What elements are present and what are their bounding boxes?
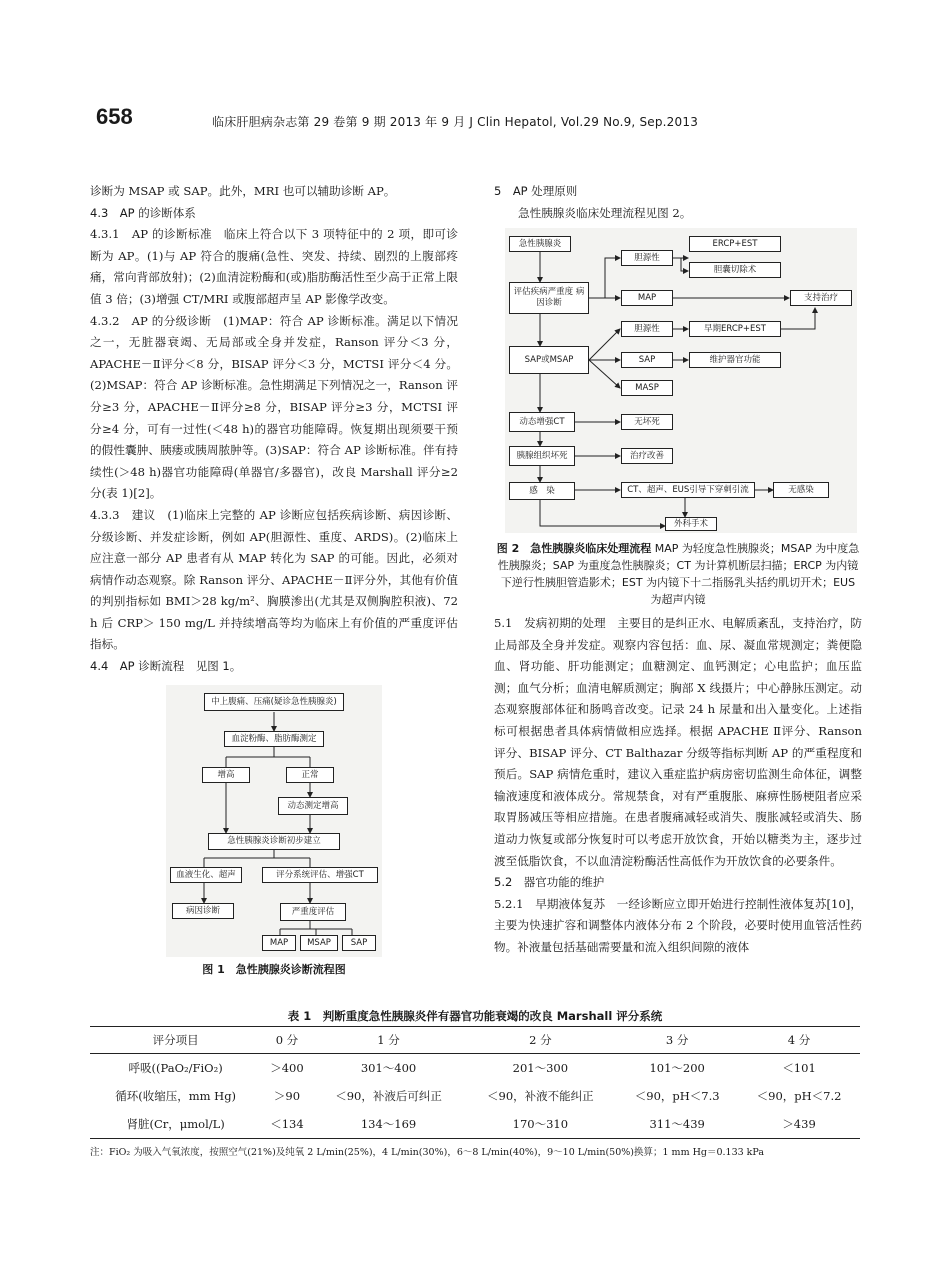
paragraph: 4.3.2 AP 的分级诊断 (1)MAP：符合 AP 诊断标准。满足以下情况之一，无脏器衰竭、无局部或全身并发症，Ranson 评分＜3 分，APACHE－Ⅱ评分＜8 分，BISAP 评分＜3 分，MCTSI 评分＜4 分。(2)MSAP：符合 AP 诊断标准。急性期满足下列情况之一，Ranson 评分≥3 分，APACHE－Ⅱ评分≥8 分，BISAP 评分≥3 分，MCTSI 评分≥4 分，可有一过性(＜48 h)的器官功能障碍。恢复期出现须要干预的假性囊肿、胰瘘或胰周脓肿等。(3)SAP：符合 AP 诊断标准。伴有持续性(＞48 h)器官功能障碍(单器官/多器官)，改良 Marshall 评分≥2 分(表 1)[2]。: [90, 313, 458, 501]
table-1-title: 表 1 判断重度急性胰腺炎伴有器官功能衰竭的改良 Marshall 评分系统: [287, 1009, 663, 1023]
flow-box: 正常: [286, 767, 334, 783]
flow-box: 无坏死: [621, 414, 673, 430]
table-cell: ＞439: [738, 1110, 860, 1139]
flow-box: 动态增强CT: [509, 412, 575, 432]
flow-box: SAP或MSAP: [509, 346, 589, 374]
table-cell: ＞400: [270, 1061, 304, 1075]
section-heading: 5 AP 处理原则: [494, 184, 578, 198]
table-header: 0 分: [261, 1027, 312, 1054]
flow-box: SAP: [621, 352, 673, 368]
table-row: [90, 1110, 860, 1139]
flow-box: MSAP: [300, 935, 338, 951]
table-cell: ＜90，pH＜7.3: [634, 1089, 720, 1103]
table-cell: ＜90，补液不能纠正: [487, 1089, 594, 1103]
flow-box: ERCP+EST: [689, 236, 781, 252]
flow-box: 中上腹痛、压痛(疑诊急性胰腺炎): [204, 693, 344, 711]
flow-box: 血淀粉酶、脂肪酶测定: [224, 731, 324, 747]
flow-box: 评估疾病严重度 病因诊断: [509, 282, 589, 314]
paragraph: 4.3.1 AP 的诊断标准 临床上符合以下 3 项特征中的 2 项，即可诊断为 AP。(1)与 AP 符合的腹痛(急性、突发、持续、剧烈的上腹部疼痛，常向背部放射)；(2)血清淀粉酶和(或)脂肪酶活性至少高于正常上限值 3 倍；(3)增强 CT/MRI 或腹部超声呈 AP 影像学改变。: [90, 227, 458, 306]
table-header: 4 分: [738, 1027, 860, 1054]
table-cell: 134～169: [313, 1110, 465, 1139]
paragraph: 5.2.1 早期液体复苏 一经诊断应立即开始进行控制性液体复苏[10]，主要为快速扩容和调整体内液体分布 2 个阶段，必要时使用血管活性药物。补液量包括基础需要量和流入组织间隙的液体: [494, 896, 862, 954]
flow-box: 动态测定增高: [278, 797, 348, 815]
paragraph: 4.3.3 建议 (1)临床上完整的 AP 诊断应包括疾病诊断、病因诊断、分级诊断、并发症诊断，例如 AP(胆源性、重度、ARDS)。(2)临床上应注意一部分 AP 患者有从 MAP 转化为 SAP 的可能。因此，必须对病情作动态观察。除 Ranson 评分、APACHE－Ⅱ评分外，其他有价值的判别指标如 BMI＞28 kg/m²、胸膜渗出(尤其是双侧胸腔积液)、72 h 后 CRP＞ 150 mg/L 并持续增高等均为临床上有价值的严重度评估指标。: [90, 507, 458, 652]
flow-box: 早期ERCP+EST: [689, 321, 781, 337]
flow-box: 病因诊断: [172, 903, 234, 919]
figure-1-caption: 图 1 急性胰腺炎诊断流程图: [202, 963, 346, 976]
section-heading: 4.3 AP 的诊断体系: [90, 205, 196, 220]
table-header: 3 分: [616, 1027, 738, 1054]
paragraph: 诊断为 MSAP 或 SAP。此外，MRI 也可以辅助诊断 AP。: [90, 184, 396, 198]
flow-box: 感 染: [509, 482, 575, 500]
flow-box: MAP: [621, 290, 673, 306]
right-column-top: [494, 181, 862, 224]
flow-box: 胰腺组织坏死: [509, 446, 575, 466]
table-header: 评分项目: [90, 1027, 261, 1054]
table-1: [90, 1026, 860, 1139]
flow-box: 维护器官功能: [689, 352, 781, 368]
flow-box: 外科手术: [665, 517, 717, 531]
table-cell: 311～439: [616, 1110, 738, 1139]
paragraph: 急性胰腺炎临床处理流程见图 2。: [518, 205, 692, 220]
table-cell: 循环(收缩压，mm Hg): [115, 1089, 237, 1103]
table-cell: 肾脏(Cr，μmol/L): [90, 1110, 261, 1139]
table-cell: 301～400: [360, 1061, 417, 1075]
flow-box: 评分系统评估、增强CT: [262, 867, 378, 883]
table-cell: 呼吸((PaO₂/FiO₂): [128, 1061, 223, 1075]
flow-box: 急性胰腺炎: [509, 236, 571, 252]
table-cell: 101～200: [649, 1061, 705, 1075]
table-header-row: [90, 1027, 860, 1054]
table-cell: ＜90，补液后可纠正: [335, 1089, 442, 1103]
flow-box: 无感染: [773, 482, 829, 498]
flow-box: 增高: [202, 767, 250, 783]
table-cell: ＜101: [782, 1061, 816, 1075]
table-header: 1 分: [313, 1027, 465, 1054]
table-row: [90, 1082, 860, 1110]
right-column-bottom: [494, 613, 862, 959]
flow-box: 血液生化、超声: [170, 867, 242, 883]
journal-header: 临床肝胆病杂志第 29 卷第 9 期 2013 年 9 月 J Clin Hepatol, Vol.29 No.9, Sep.2013: [212, 115, 699, 129]
figure-1-flowchart: [166, 685, 382, 957]
section-heading: 5.2 器官功能的维护: [494, 875, 605, 890]
flow-box: 严重度评估: [280, 903, 346, 921]
table-row: [90, 1054, 860, 1083]
flow-box: CT、超声、EUS引导下穿刺引流: [621, 482, 755, 498]
table-cell: ＜90，pH＜7.2: [756, 1089, 842, 1103]
table-cell: 170～310: [464, 1110, 616, 1139]
figure-2-caption-text: MAP 为轻度急性胰腺炎；MSAP 为中度急性胰腺炎；SAP 为重度急性胰腺炎；CT 为计算机断层扫描；ERCP 为内镜下逆行性胰胆管造影术；EST 为内镜下十二指肠乳头括约肌切开术；EUS 为超声内镜: [497, 542, 860, 606]
table-1-note: 注：FiO₂ 为吸入气氧浓度，按照空气(21%)及纯氧 2 L/min(25%)，4 L/min(30%)，6～8 L/min(40%)，9～10 L/min(50%)换算；1 mm Hg＝0.133 kPa: [90, 1147, 765, 1158]
table-cell: 201～300: [512, 1061, 569, 1075]
flow-box: MAP: [262, 935, 296, 951]
section-heading: 4.4 AP 诊断流程 见图 1。: [90, 659, 242, 674]
page-number: 658: [96, 104, 133, 129]
flow-box: 支持治疗: [790, 290, 852, 306]
table-header: 2 分: [464, 1027, 616, 1054]
figure-2-caption: [494, 540, 862, 608]
figure-2-caption-title: 图 2 急性胰腺炎临床处理流程: [496, 542, 652, 555]
flow-box: 胆源性: [621, 321, 673, 337]
flow-box: 胆源性: [621, 250, 673, 266]
flow-box: 胆囊切除术: [689, 262, 781, 278]
flow-box: MASP: [621, 380, 673, 396]
table-cell: ＞90: [273, 1089, 301, 1103]
flow-box: 治疗改善: [621, 448, 673, 464]
table-cell: ＜134: [261, 1110, 312, 1139]
paragraph: 5.1 发病初期的处理 主要目的是纠正水、电解质紊乱，支持治疗，防止局部及全身并发症。观察内容包括：血、尿、凝血常规测定；粪便隐血、肾功能、肝功能测定；血糖测定、血钙测定；心电监护；血压监测；血气分析；血清电解质测定；胸部 X 线摄片；中心静脉压测定。动态观察腹部体征和肠鸣音改变。记录 24 h 尿量和出入量变化。上述指标可根据患者具体病情做相应选择。根据 APACHE Ⅱ评分、Ranson 评分、BISAP 评分、CT Balthazar 分级等指标判断 AP 的严重程度和预后。SAP 病情危重时，建议入重症监护病房密切监测生命体征，调整输液速度和液体成分。常规禁食，对有严重腹胀、麻痹性肠梗阻者应采取胃肠减压等相应措施。在患者腹痛减轻或消失、腹胀减轻或消失、肠道动力恢复或部分恢复时可以考虑开放饮食，开始以糖类为主，逐步过渡至低脂饮食，不以血清淀粉酶活性高低作为开放饮食的必要条件。: [494, 616, 862, 868]
figure-2-flowchart: [505, 228, 857, 533]
flow-box: SAP: [342, 935, 376, 951]
left-column: [90, 181, 458, 678]
flow-box: 急性胰腺炎诊断初步建立: [208, 833, 340, 850]
